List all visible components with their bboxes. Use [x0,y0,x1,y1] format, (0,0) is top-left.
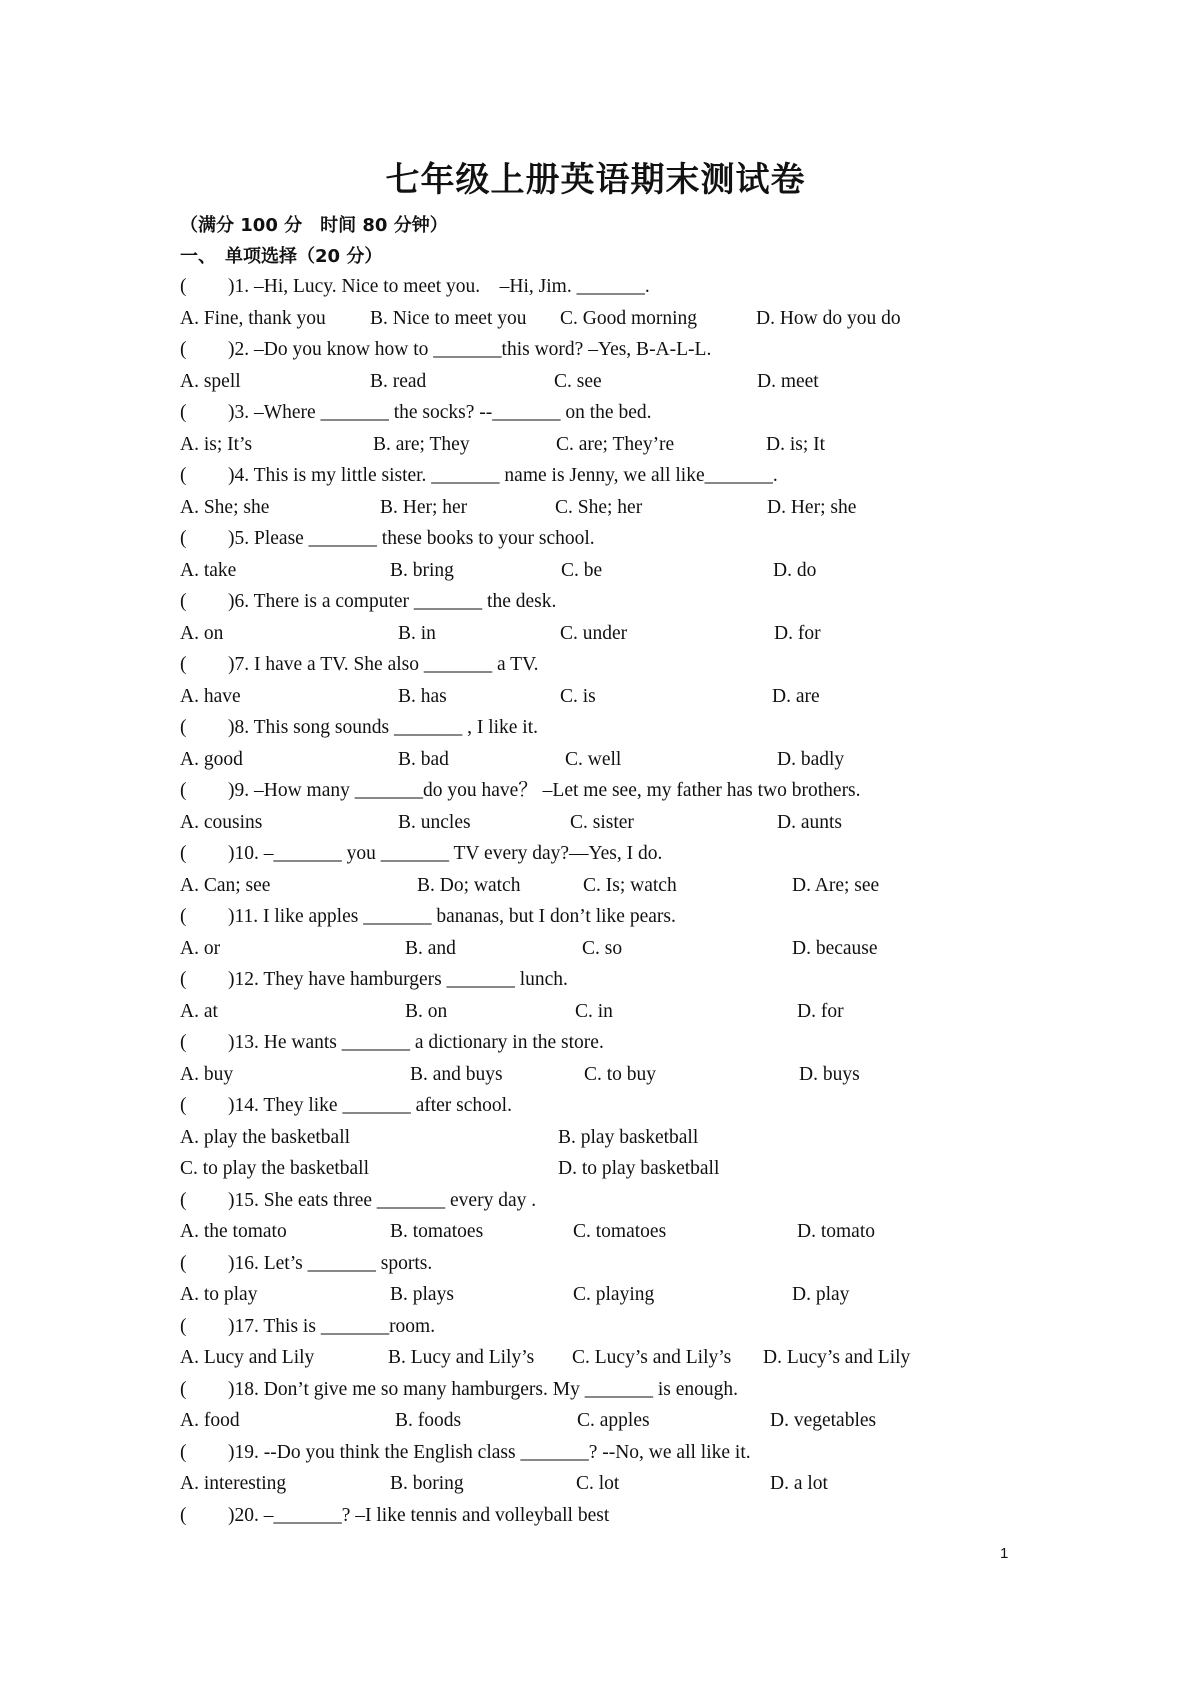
question-text: )13. He wants _______ a dictionary in the store. [228,1032,604,1053]
option-a: A. at [180,1000,218,1022]
question-text: )19. --Do you think the English class _______? --No, we all like it. [228,1441,751,1463]
option-c: C. see [554,370,602,392]
option-b: B. in [398,622,436,644]
option-b: B. are; They [373,433,470,455]
option-c: C. She; her [555,496,643,518]
answer-blank: ( [180,1504,187,1526]
option-d: D. because [792,937,878,959]
question-text: )18. Don’t give me so many hamburgers. My _______ is enough. [228,1378,739,1400]
option-b: B. boring [390,1473,464,1494]
option-b: B. bad [398,748,449,770]
option-c: C. is [560,685,596,707]
answer-blank: ( [180,402,187,423]
option-a: A. interesting [180,1473,287,1494]
option-a: A. the tomato [180,1221,287,1242]
option-a: A. good [180,748,243,770]
question-text: )20. –_______? –I like tennis and volleyball best [228,1504,610,1526]
option-b: B. foods [395,1410,462,1431]
option-d: D. How do you do [756,307,901,329]
question-text: )7. I have a TV. She also _______ a TV. [228,654,539,675]
option-c: C. are; They’re [556,433,675,455]
option-d: D. do [773,559,817,581]
option-d: D. for [797,1000,844,1022]
option-a: A. is; It’s [180,433,253,455]
page-title: 七年级上册英语期末测试卷 [385,160,806,200]
option-d: D. aunts [777,811,842,833]
option-c: C. under [560,622,628,644]
option-b: B. tomatoes [390,1221,484,1242]
question-text: )9. –How many _______do you have？ –Let me see, my father has two brothers. [228,780,861,801]
option-a: A. Lucy and Lily [180,1347,315,1368]
option-b: B. Do; watch [417,874,521,896]
option-a: A. on [180,622,224,644]
option-c: C. be [561,559,603,581]
question-text: )10. –_______ you _______ TV every day?—Yes, I do. [228,843,663,864]
option-d: D. vegetables [770,1410,877,1431]
option-c: C. Good morning [560,307,698,329]
option-d: D. to play basketball [558,1158,720,1179]
option-c: C. to buy [584,1063,657,1085]
option-a: A. or [180,937,221,959]
option-a: A. buy [180,1063,234,1085]
option-b: B. Nice to meet you [370,307,527,329]
question-text: )11. I like apples _______ bananas, but I don’t like pears. [228,906,676,927]
answer-blank: ( [180,1378,187,1400]
option-c: C. tomatoes [573,1221,667,1242]
option-b: B. read [370,370,427,392]
answer-blank: ( [180,1252,187,1274]
option-c: C. in [575,1000,613,1022]
question-text: )8. This song sounds _______ , I like it. [228,717,539,738]
question-text: )14. They like _______ after school. [228,1095,512,1116]
section-title: 一、 单项选择（20 分） [180,246,383,267]
option-d: D. a lot [770,1473,828,1494]
option-d: D. are [772,685,820,707]
option-d: D. tomato [797,1221,875,1242]
option-c: C. well [565,748,622,770]
option-b: B. bring [390,559,454,581]
option-d: D. play [792,1284,850,1305]
option-a: A. to play [180,1284,258,1305]
answer-blank: ( [180,1032,187,1053]
question-text: )6. There is a computer _______ the desk. [228,591,557,612]
option-a: A. take [180,559,237,581]
option-b: B. and [405,937,456,959]
option-d: D. badly [777,748,845,770]
option-c: C. Is; watch [583,874,677,896]
answer-blank: ( [180,906,187,927]
option-a: A. spell [180,370,241,392]
answer-blank: ( [180,528,187,549]
option-a: A. cousins [180,811,263,833]
question-text: )5. Please _______ these books to your school. [228,528,595,549]
answer-blank: ( [180,780,187,801]
option-d: D. Lucy’s and Lily [763,1347,911,1368]
question-text: )15. She eats three _______ every day . [228,1189,537,1211]
answer-blank: ( [180,843,187,864]
answer-blank: ( [180,1189,187,1211]
question-text: )17. This is _______room. [228,1315,436,1337]
option-c: C. Lucy’s and Lily’s [572,1347,732,1368]
option-a: A. play the basketball [180,1126,351,1148]
answer-blank: ( [180,276,187,297]
option-b: B. and buys [410,1063,503,1085]
answer-blank: ( [180,654,187,675]
option-d: D. buys [799,1063,860,1085]
answer-blank: ( [180,465,187,486]
exam-info: （满分 100 分 时间 80 分钟） [180,215,448,236]
question-text: )12. They have hamburgers _______ lunch. [228,969,568,990]
option-a: A. Can; see [180,874,271,896]
option-b: B. on [405,1000,448,1022]
answer-blank: ( [180,969,187,990]
option-d: D. Her; she [767,496,857,518]
option-c: C. sister [570,811,634,833]
option-c: C. playing [573,1284,655,1305]
option-d: D. is; It [766,433,826,455]
answer-blank: ( [180,1095,187,1116]
option-b: B. plays [390,1284,454,1305]
answer-blank: ( [180,591,187,612]
answer-blank: ( [180,339,187,360]
question-text: )4. This is my little sister. _______ name is Jenny, we all like_______. [228,465,778,486]
option-c: C. apples [577,1410,650,1431]
option-b: B. play basketball [558,1126,699,1148]
page-number: 1 [1000,1545,1009,1562]
option-b: B. has [398,685,447,707]
option-d: D. meet [757,370,819,392]
option-b: B. uncles [398,811,471,833]
option-d: D. Are; see [792,874,880,896]
option-d: D. for [774,622,821,644]
question-text: )16. Let’s _______ sports. [228,1252,433,1274]
option-a: A. food [180,1410,240,1431]
question-text: )2. –Do you know how to _______this word? –Yes, B-A-L-L. [228,339,712,360]
question-text: )1. –Hi, Lucy. Nice to meet you. –Hi, Jim. _______. [228,276,650,297]
option-a: A. Fine, thank you [180,307,326,329]
option-b: B. Lucy and Lily’s [388,1347,535,1368]
option-c: C. to play the basketball [180,1158,370,1179]
option-a: A. have [180,685,241,707]
option-b: B. Her; her [380,496,468,518]
answer-blank: ( [180,1315,187,1337]
option-c: C. so [582,937,623,959]
answer-blank: ( [180,1441,187,1463]
answer-blank: ( [180,717,187,738]
option-a: A. She; she [180,496,270,518]
option-c: C. lot [576,1473,620,1494]
question-text: )3. –Where _______ the socks? --_______ on the bed. [228,402,652,423]
